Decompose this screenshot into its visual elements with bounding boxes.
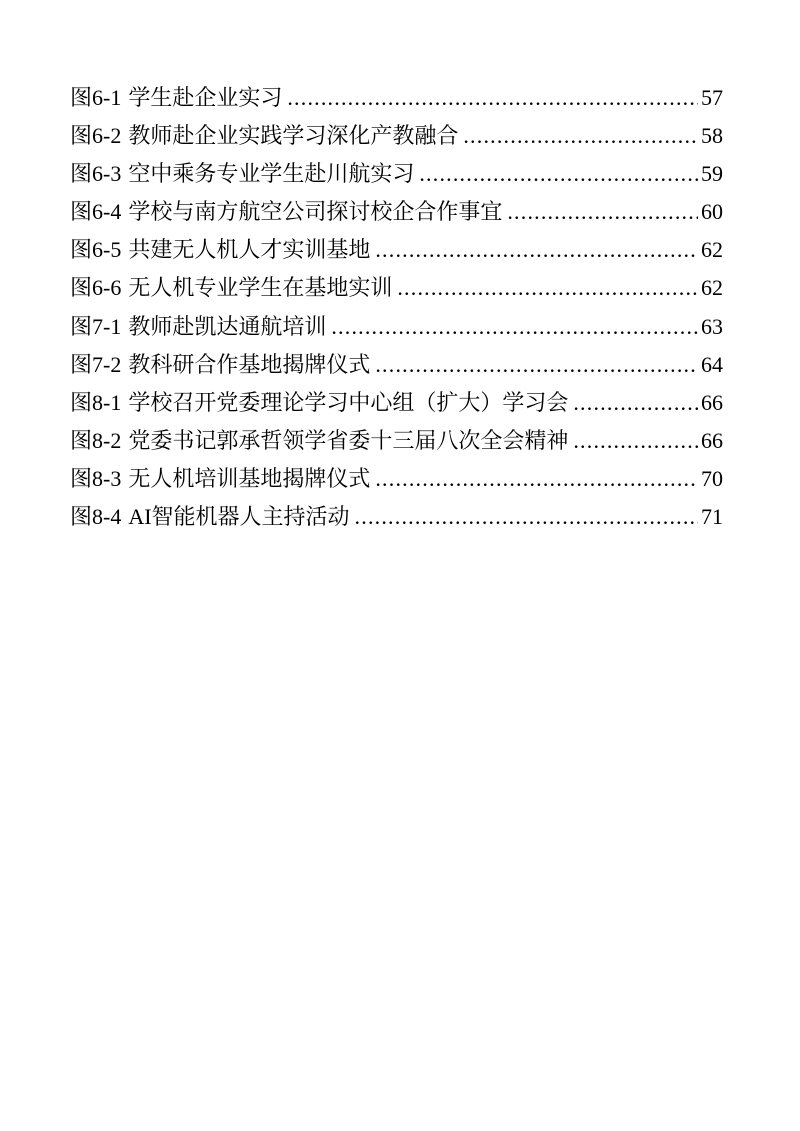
figure-title: 教科研合作基地揭牌仪式 [128,351,371,377]
figure-number: 图7-1 [70,313,122,339]
dot-leader [507,193,698,231]
dot-leader [331,308,698,346]
figure-list-item [70,231,723,269]
page-number: 64 [701,351,723,377]
figure-number: 图6-5 [70,237,122,263]
page-number: 66 [701,389,723,415]
figure-list-item [70,193,723,231]
figure-list-item [70,498,723,536]
figure-number: 图8-1 [70,389,122,415]
figure-list-item [70,460,723,498]
figure-title: 空中乘务专业学生赴川航实习 [128,161,415,187]
page-number: 63 [701,313,723,339]
dot-leader [375,346,698,384]
page-number: 57 [701,85,723,110]
figure-number: 图6-6 [70,275,122,301]
page-number: 60 [701,199,723,225]
figure-title: 学生赴企业实习 [128,85,283,110]
page-number: 66 [701,427,723,453]
dot-leader [375,231,698,269]
figure-number: 图8-4 [70,504,122,530]
figure-title: 学校与南方航空公司探讨校企合作事宜 [128,199,503,225]
figure-list [0,0,800,536]
page-number: 71 [701,504,723,530]
figure-number: 图6-1 [70,85,122,110]
figure-number: 图8-3 [70,465,122,491]
dot-leader [419,155,698,193]
figure-title: 教师赴凯达通航培训 [128,313,327,339]
page-number: 62 [701,237,723,263]
figure-number: 图6-3 [70,161,122,187]
figure-title: 无人机培训基地揭牌仪式 [128,465,371,491]
dot-leader [573,384,698,422]
dot-leader [397,269,698,307]
figure-title: 学校召开党委理论学习中心组（扩大）学习会 [128,389,569,415]
page-number: 59 [701,161,723,187]
figure-list-item [70,384,723,422]
figure-number: 图6-2 [70,123,122,149]
page-number: 58 [701,123,723,149]
page-number: 62 [701,275,723,301]
figure-list-item [70,346,723,384]
figure-title: 共建无人机人才实训基地 [128,237,371,263]
figure-title: 无人机专业学生在基地实训 [128,275,393,301]
page-number: 70 [701,465,723,491]
dot-leader [355,498,698,536]
figure-list-item [70,155,723,193]
figure-number: 图6-4 [70,199,122,225]
figure-list-item [70,269,723,307]
figure-title: 教师赴企业实践学习深化产教融合 [128,123,459,149]
figure-title: AI智能机器人主持活动 [128,504,350,530]
figure-list-item [70,79,723,117]
figure-list-item [70,422,723,460]
figure-list-item [70,308,723,346]
dot-leader [287,79,698,117]
dot-leader [463,117,698,155]
figure-number: 图8-2 [70,427,122,453]
figure-title: 党委书记郭承哲领学省委十三届八次全会精神 [128,427,569,453]
dot-leader [375,460,698,498]
figure-list-item [70,117,723,155]
dot-leader [573,422,698,460]
figure-number: 图7-2 [70,351,122,377]
